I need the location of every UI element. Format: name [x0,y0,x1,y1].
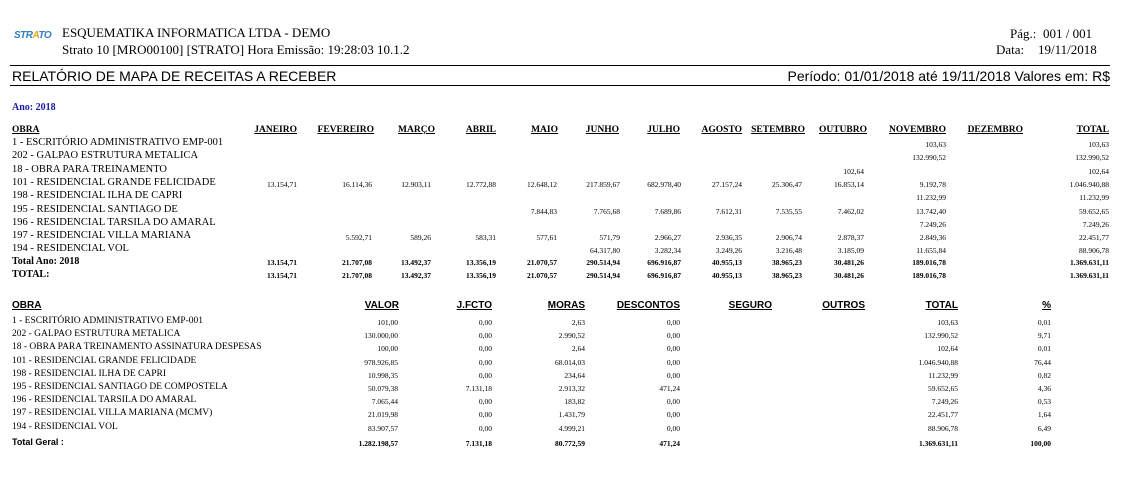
month-value-cell: 27.157,24 [712,179,742,189]
month-value-cell: 11.655,84 [916,246,946,256]
summary-header-moras: MORAS [547,300,585,311]
total-value-cell: 189.016,78 [912,258,946,267]
header-divider-bottom [10,85,1110,86]
month-value-cell: 132.990,52 [1075,153,1109,163]
total-value-cell: 13.154,71 [267,258,297,267]
summary-header-total: TOTAL [925,300,958,311]
summary-value-cell: 0,01 [1037,344,1051,354]
summary-total-label: Total Geral : [12,437,64,447]
summary-header-descontos: DESCONTOS [616,300,680,311]
summary-value-cell: 130.000,00 [364,331,398,341]
obra-name: 101 - RESIDENCIAL GRANDE FELICIDADE [12,176,216,188]
summary-value-cell: 2,63 [571,318,585,327]
month-value-cell: 7.249,26 [1082,219,1109,229]
summary-value-cell: 0,00 [666,331,680,341]
total-value-cell: 40.955,13 [712,258,742,267]
summary-header-jfcto: J.FCTO [456,300,492,311]
summary-value-cell: 1.046.940,88 [918,357,958,367]
total-value-cell: 696.916,87 [647,271,681,280]
summary-total-cell: 100,00 [1030,439,1051,448]
summary-obra-name: 195 - RESIDENCIAL SANTIAGO DE COMPOSTELA [12,382,228,392]
total-value-cell: 13.356,19 [466,258,496,267]
col-header-janeiro: JANEIRO [254,125,297,135]
col-header-abril: ABRIL [465,125,496,135]
month-value-cell: 583,31 [475,233,496,243]
summary-header-seguro: SEGURO [728,300,772,311]
month-value-cell: 1.046.940,88 [1069,179,1109,189]
page-label: Pág.: [1010,26,1037,41]
month-value-cell: 16.853,14 [834,179,864,189]
month-value-cell: 103,63 [1088,140,1109,149]
month-value-cell: 7.844,83 [530,206,557,216]
total-value-cell: 1.369.631,11 [1070,258,1109,267]
month-value-cell: 7.462,02 [837,206,864,216]
summary-obra-name: 101 - RESIDENCIAL GRANDE FELICIDADE [12,355,197,366]
summary-value-cell: 132.990,52 [924,331,958,341]
summary-value-cell: 0,00 [666,318,680,327]
summary-total-cell: 80.772,59 [555,439,585,448]
month-value-cell: 2.906,74 [775,233,802,243]
summary-obra-name: 194 - RESIDENCIAL VOL [12,421,118,432]
summary-header-valor: VALOR [364,300,399,311]
col-header-agosto: AGOSTO [701,125,742,135]
summary-value-cell: 0,00 [478,370,492,380]
obra-name: 202 - GALPAO ESTRUTURA METALICA [12,150,199,162]
summary-total-cell: 471,24 [659,439,680,448]
obra-name: 196 - RESIDENCIAL TARSILA DO AMARAL [12,216,216,228]
month-value-cell: 102,64 [1088,166,1109,176]
year-label: Ano: 2018 [12,102,56,113]
strato-logo [14,29,58,45]
total-value-cell: 40.955,13 [712,271,742,280]
summary-value-cell: 88.906,78 [928,423,958,433]
col-header-maio: MAIO [531,125,558,135]
summary-obra-name: 196 - RESIDENCIAL TARSILA DO AMARAL [12,395,197,406]
summary-value-cell: 234,64 [564,370,585,380]
summary-value-cell: 0,53 [1037,397,1051,407]
month-value-cell: 2.936,35 [715,233,742,243]
summary-value-cell: 11.232,99 [928,370,958,380]
summary-value-cell: 0,00 [666,357,680,367]
month-value-cell: 3.216,48 [775,246,802,256]
month-value-cell: 11.232,99 [916,193,946,203]
summary-value-cell: 0,00 [478,318,492,327]
summary-value-cell: 4,36 [1037,384,1051,393]
total-value-cell: 30.481,26 [834,258,864,267]
summary-value-cell: 2.990,52 [558,331,585,341]
summary-value-cell: 22.451,77 [928,410,958,420]
col-header-obra: OBRA [12,125,40,135]
summary-value-cell: 0,00 [478,357,492,367]
total-value-cell: 21.707,08 [342,258,372,267]
summary-total-cell: 1.369.631,11 [919,439,958,448]
summary-value-cell: 68.014,03 [555,357,585,367]
summary-value-cell: 50.079,38 [368,384,398,393]
month-value-cell: 13.742,40 [916,206,946,216]
total-value-cell: 30.481,26 [834,271,864,280]
month-value-cell: 577,61 [536,233,557,243]
summary-value-cell: 1,64 [1037,410,1051,420]
summary-value-cell: 21.019,98 [368,410,398,420]
grand-total-label: TOTAL: [12,269,50,280]
col-header-junho: JUNHO [585,125,619,135]
month-value-cell: 682.978,40 [647,179,681,189]
summary-value-cell: 0,00 [478,423,492,433]
month-value-cell: 3.249,26 [715,246,742,256]
col-header-fevereiro: FEVEREIRO [317,125,374,135]
summary-value-cell: 0,00 [478,397,492,407]
month-value-cell: 12.772,88 [466,179,496,189]
month-value-cell: 25.306,47 [772,179,802,189]
month-value-cell: 2.878,37 [837,233,864,243]
month-value-cell: 59.652,65 [1079,206,1109,216]
summary-header-outros: OUTROS [822,300,865,311]
obra-name: 198 - RESIDENCIAL ILHA DE CAPRI [12,190,183,202]
summary-value-cell: 0,00 [666,410,680,420]
month-value-cell: 571,79 [599,233,620,243]
col-header-dezembro: DEZEMBRO [967,125,1023,135]
month-value-cell: 2.849,36 [919,233,946,243]
col-header-setembro: SETEMBRO [751,125,805,135]
obra-name: 197 - RESIDENCIAL VILLA MARIANA [12,230,192,242]
summary-obra-name: 1 - ESCRITÓRIO ADMINISTRATIVO EMP-001 [12,316,204,326]
month-value-cell: 3.282,34 [654,246,681,256]
summary-value-cell: 0,00 [666,397,680,407]
company-name: ESQUEMATIKA INFORMATICA LTDA - DEMO [62,25,331,40]
total-value-cell: 13.356,19 [466,271,496,280]
month-value-cell: 22.451,77 [1079,233,1109,243]
col-header-julho: JULHO [647,125,680,135]
summary-value-cell: 83.907,57 [368,423,398,433]
total-value-cell: 1.369.631,11 [1070,271,1109,280]
total-value-cell: 13.492,37 [401,258,431,267]
month-value-cell: 589,26 [410,233,431,243]
summary-value-cell: 978.926,85 [364,357,398,367]
month-value-cell: 103,63 [925,140,946,149]
summary-value-cell: 0,00 [666,370,680,380]
month-value-cell: 7.612,31 [715,206,742,216]
date-label: Data: [996,42,1025,57]
month-value-cell: 7.535,55 [775,206,802,216]
summary-value-cell: 471,24 [659,384,680,393]
summary-value-cell: 9,71 [1037,331,1051,341]
summary-value-cell: 4.999,21 [558,423,585,433]
total-value-cell: 38.965,23 [772,271,802,280]
summary-value-cell: 101,00 [377,318,398,327]
month-value-cell: 5.592,71 [345,233,372,243]
month-value-cell: 3.185,09 [837,246,864,256]
summary-obra-name: 198 - RESIDENCIAL ILHA DE CAPRI [12,368,167,379]
total-value-cell: 290.514,94 [586,271,620,280]
total-value-cell: 290.514,94 [586,258,620,267]
col-header-outubro: OUTUBRO [818,125,867,135]
obra-name: 1 - ESCRITÓRIO ADMINISTRATIVO EMP-001 [12,137,224,148]
month-value-cell: 64.317,80 [590,246,620,256]
summary-value-cell: 76,44 [1034,357,1051,367]
month-value-cell: 13.154,71 [267,179,297,189]
month-value-cell: 11.232,99 [1079,193,1109,203]
obra-name: 194 - RESIDENCIAL VOL [12,243,129,255]
total-value-cell: 21.070,57 [527,271,557,280]
summary-obra-name: 202 - GALPAO ESTRUTURA METALICA [12,329,181,340]
summary-value-cell: 0,00 [478,410,492,420]
summary-total-cell: 1.282.198,57 [358,439,398,448]
issue-date: 19/11/2018 [1038,42,1097,57]
summary-value-cell: 0,00 [478,331,492,341]
summary-header-obra: OBRA [12,300,42,311]
month-value-cell: 7.689,86 [654,206,681,216]
summary-value-cell: 102,64 [937,344,958,354]
summary-value-cell: 7.131,18 [465,384,492,393]
year-total-label: Total Ano: 2018 [12,256,80,267]
report-title: RELATÓRIO DE MAPA DE RECEITAS A RECEBER [12,68,337,84]
strato-logo-text: STRATO [14,30,52,41]
summary-value-cell: 0,01 [1037,318,1051,327]
summary-value-cell: 2,64 [571,344,585,354]
total-value-cell: 696.916,87 [647,258,681,267]
summary-value-cell: 0,00 [666,423,680,433]
summary-value-cell: 0,00 [478,344,492,354]
summary-value-cell: 183,82 [564,397,585,407]
month-value-cell: 217.859,67 [586,179,620,189]
month-value-cell: 7.249,26 [919,219,946,229]
report-period: Período: 01/01/2018 até 19/11/2018 Valores em: R$ [787,68,1110,84]
total-value-cell: 21.070,57 [527,258,557,267]
header-divider-top [10,65,1110,66]
month-value-cell: 102,64 [843,166,864,176]
obra-name: 18 - OBRA PARA TREINAMENTO [12,163,167,175]
col-header-março: MARÇO [398,125,435,135]
col-header-novembro: NOVEMBRO [889,125,946,135]
summary-value-cell: 59.652,65 [928,384,958,393]
total-value-cell: 189.016,78 [912,271,946,280]
summary-obra-name: 18 - OBRA PARA TREINAMENTO ASSINATURA DESPESAS [12,342,262,353]
month-value-cell: 2.966,27 [654,233,681,243]
summary-total-cell: 7.131,18 [465,439,492,448]
obra-name: 195 - RESIDENCIAL SANTIAGO DE [12,203,178,215]
summary-value-cell: 10.998,35 [368,370,398,380]
summary-value-cell: 100,00 [377,344,398,354]
summary-value-cell: 0,00 [666,344,680,354]
system-info-line: Strato 10 [MRO00100] [STRATO] Hora Emissão: 19:28:03 10.1.2 [62,42,410,57]
summary-value-cell: 1.431,79 [558,410,585,420]
summary-value-cell: 6,49 [1037,423,1051,433]
summary-header-percent: % [1042,300,1051,311]
total-value-cell: 13.154,71 [267,271,297,280]
total-value-cell: 13.492,37 [401,271,431,280]
total-value-cell: 21.707,08 [342,271,372,280]
month-value-cell: 12.903,11 [401,179,431,189]
month-value-cell: 9.192,78 [919,179,946,189]
summary-value-cell: 7.249,26 [931,397,958,407]
summary-value-cell: 0,82 [1037,370,1051,380]
month-value-cell: 88.906,78 [1079,246,1109,256]
month-value-cell: 132.990,52 [912,153,946,163]
month-value-cell: 7.765,68 [593,206,620,216]
month-value-cell: 16.114,36 [342,179,372,189]
page-number: 001 / 001 [1043,26,1093,41]
total-value-cell: 38.965,23 [772,258,802,267]
month-value-cell: 12.648,12 [527,179,557,189]
summary-value-cell: 2.913,32 [558,384,585,393]
summary-value-cell: 7.065,44 [371,397,398,407]
summary-value-cell: 103,63 [937,318,958,327]
col-header-total: TOTAL [1076,125,1109,135]
summary-obra-name: 197 - RESIDENCIAL VILLA MARIANA (MCMV) [12,408,213,419]
